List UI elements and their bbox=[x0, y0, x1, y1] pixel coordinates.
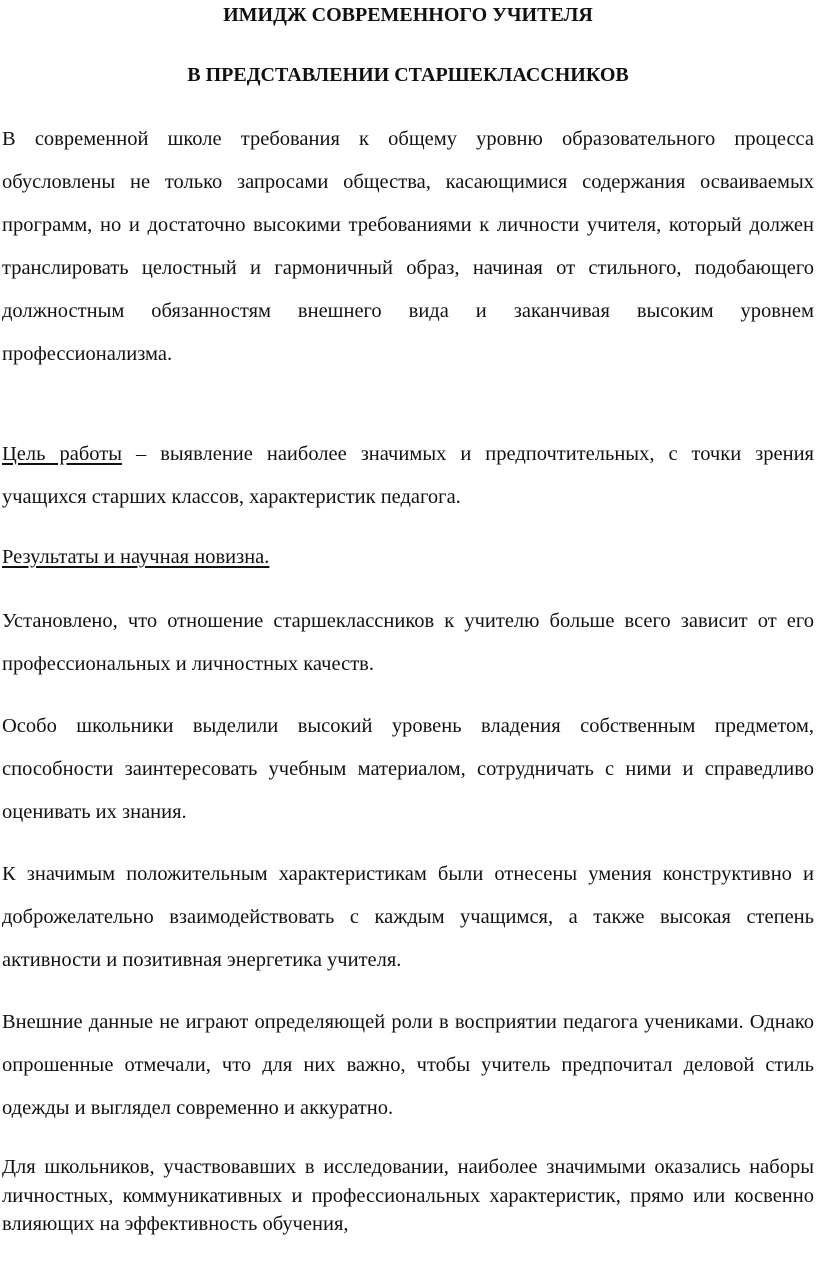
appearance-paragraph: Внешние данные не играют определяющей роли в восприятии педагога учениками. Однако опрошенные отмечали, что для них важно, чтобы учитель предпочитал деловой стиль одежды и выглядел современно и аккуратно. bbox=[2, 1011, 814, 1119]
significant-paragraph: К значимым положительным характеристикам были отнесены умения конструктивно и доброжелательно взаимодействовать с каждым учащимся, а также высокая степень активности и позитивная энергетика учителя. bbox=[2, 863, 814, 971]
goal-paragraph bbox=[2, 433, 814, 519]
intro-paragraph: В современной школе требования к общему уровню образовательного процесса обусловлены не только запросами общества, касающимися содержания осваиваемых программ, но и достаточно высокими требованиями к личности учителя, который должен транслировать целостный и гармоничный образ, начиная от стильного, подобающего должностным обязанностям внешнего вида и заканчивая высоким уровнем профессионализма. bbox=[2, 128, 814, 365]
students-paragraph: Для школьников, участвовавших в исследовании, наиболее значимыми оказались наборы личностных, коммуникативных и профессиональных характеристик, прямо или косвенно влияющих на эффективность обучения, bbox=[2, 1156, 814, 1235]
goal-label: Цель работы bbox=[2, 443, 122, 465]
results-heading: Результаты и научная новизна. bbox=[2, 546, 270, 568]
especially-paragraph: Особо школьники выделили высокий уровень владения собственным предметом, способности заинтересовать учебным материалом, сотрудничать с ними и справедливо оценивать их знания. bbox=[2, 715, 814, 823]
goal-text: – выявление наиболее значимых и предпочтительных, с точки зрения учащихся старших классов, характеристик педагога. bbox=[2, 443, 814, 508]
established-paragraph: Установлено, что отношение старшеклассников к учителю больше всего зависит от его профессиональных и личностных качеств. bbox=[2, 610, 814, 675]
document-title-line1: ИМИДЖ СОВРЕМЕННОГО УЧИТЕЛЯ bbox=[223, 4, 593, 26]
document-title-line2: В ПРЕДСТАВЛЕНИИ СТАРШЕКЛАССНИКОВ bbox=[187, 64, 629, 86]
